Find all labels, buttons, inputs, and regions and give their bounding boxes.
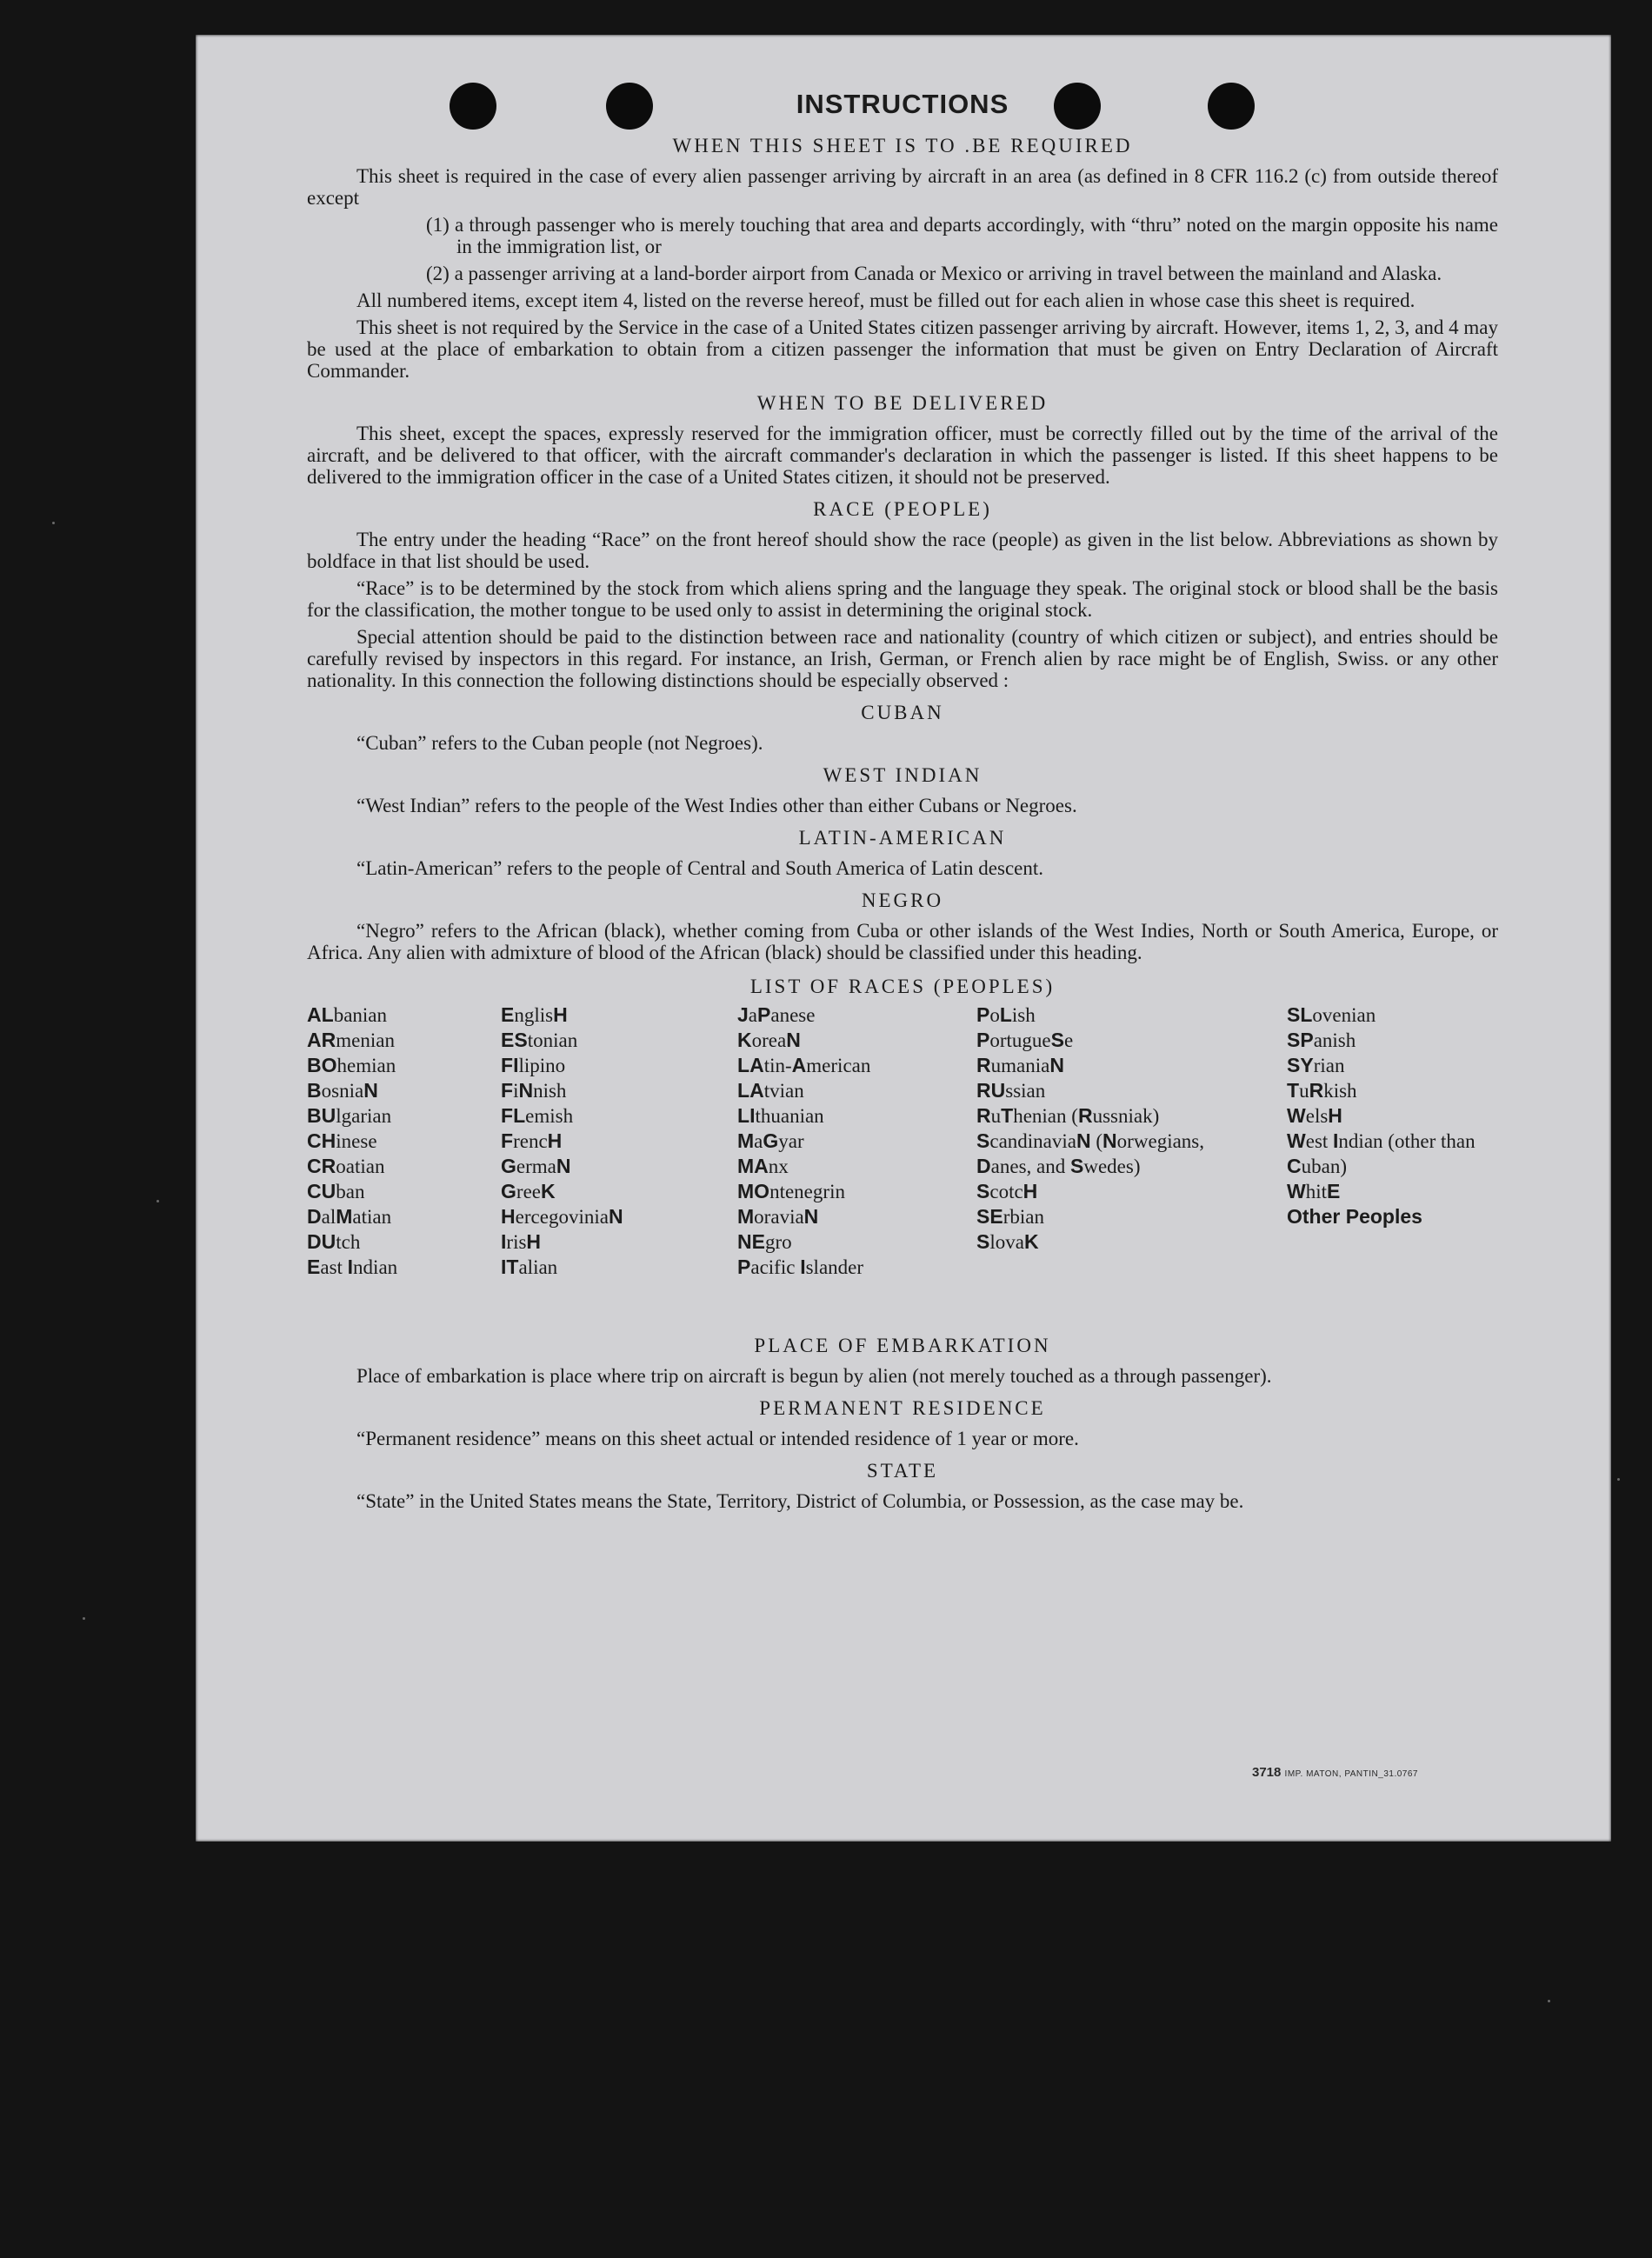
dust-speck xyxy=(52,522,55,524)
section-heading-cuban: CUBAN xyxy=(861,702,944,723)
races-column-1 xyxy=(307,1002,397,1280)
races-list-heading: LIST OF RACES (PEOPLES) xyxy=(749,976,1056,997)
paragraph: This sheet is not required by the Service in the case of a United States citizen passenger arriving by aircraft. However, items 1, 2, 3, and 4 may be used at the place of embarkation to obtain from a citizen passenger the information that must be given on Entry Declaration of Aircraft Commander. xyxy=(307,316,1498,382)
races-column-3 xyxy=(737,1002,870,1280)
race-entry: ALbanian xyxy=(307,1003,388,1026)
printer-imprint: IMP. MATON, PANTIN_31.0767 xyxy=(1284,1769,1418,1779)
races-column-2 xyxy=(501,1002,623,1280)
race-entry: DalMatian xyxy=(307,1205,392,1228)
race-entry: KoreaN xyxy=(737,1029,801,1051)
race-entry: MoraviaN xyxy=(737,1205,819,1228)
race-entry: CUban xyxy=(307,1180,365,1202)
dust-speck xyxy=(1548,2000,1550,2002)
paragraph: “Permanent residence” means on this sheet actual or intended residence of 1 year or more. xyxy=(356,1428,1079,1449)
paragraph: This sheet, except the spaces, expressly reserved for the immigration officer, must be correctly filled out by the time of the arrival of the aircraft, and be delivered to that officer, with the aircraft commander's declaration in which the passenger is listed. If this sheet happens to be delivered to the immigration officer in the case of a United States citizen, it should not be preserved. xyxy=(307,423,1498,488)
section-heading-race: RACE (PEOPLE) xyxy=(813,498,992,520)
race-entry: BosniaN xyxy=(307,1079,378,1102)
race-entry: EnglisH xyxy=(501,1003,568,1026)
document-body xyxy=(307,91,1498,1517)
race-entry: DUtch xyxy=(307,1230,361,1253)
paragraph: “West Indian” refers to the people of the West Indies other than either Cubans or Negroes. xyxy=(356,795,1077,816)
race-entry: RuThenian (Russniak) xyxy=(976,1104,1160,1127)
section-heading-west-indian: WEST INDIAN xyxy=(823,764,983,786)
race-entry: WhitE xyxy=(1287,1180,1341,1202)
races-column-4 xyxy=(976,1002,1229,1255)
race-entry: GreeK xyxy=(501,1180,556,1202)
paragraph: Special attention should be paid to the distinction between race and nationality (country of which citizen or subject), and entries should be carefully revised by inspectors in this regard. For instance, an Irish, German, or French alien by race might be of English, Swiss. or any other nationality. In this connection the following distinctions should be especially observed : xyxy=(307,626,1498,691)
race-entry: IrisH xyxy=(501,1230,542,1253)
race-entry: TuRkish xyxy=(1287,1079,1357,1102)
race-entry: East Indian xyxy=(307,1256,398,1278)
race-entry: FrencH xyxy=(501,1129,563,1152)
dust-speck xyxy=(157,1200,159,1202)
race-entry: Pacific Islander xyxy=(737,1256,864,1278)
race-entry: FIlipino xyxy=(501,1054,566,1076)
section-heading-state: STATE xyxy=(866,1460,939,1482)
paragraph: “Race” is to be determined by the stock from which aliens spring and the language they speak. The original stock or blood shall be the basis for the classification, the mother tongue to be used only to assist in determining the original stock. xyxy=(307,577,1498,621)
races-list xyxy=(307,1002,1498,1324)
section-heading-delivered: WHEN TO BE DELIVERED xyxy=(756,392,1049,414)
document-sheet xyxy=(196,35,1611,1842)
race-entry: SErbian xyxy=(976,1205,1044,1228)
form-number-value: 3718 xyxy=(1252,1765,1282,1780)
paragraph: “State” in the United States means the State, Territory, District of Columbia, or Possession, as the case may be. xyxy=(356,1490,1244,1512)
dust-speck xyxy=(1617,1478,1620,1481)
race-entry: ITalian xyxy=(501,1256,558,1278)
race-entry: CRoatian xyxy=(307,1155,385,1177)
race-entry: MaGyar xyxy=(737,1129,804,1152)
race-entry: RumaniaN xyxy=(976,1054,1064,1076)
race-entry: MAnx xyxy=(737,1155,789,1177)
race-entry: LIthuanian xyxy=(737,1104,824,1127)
form-number xyxy=(1252,1765,1418,1780)
races-column-5 xyxy=(1287,1002,1500,1229)
section-heading-permanent-residence: PERMANENT RESIDENCE xyxy=(759,1397,1046,1419)
race-entry: ScandinaviaN (Norwegians, Danes, and Swedes) xyxy=(976,1129,1204,1177)
paragraph: This sheet is required in the case of every alien passenger arriving by aircraft in an area (as defined in 8 CFR 116.2 (c) from outside thereof except xyxy=(307,165,1498,209)
race-entry: West Indian (other than Cuban) xyxy=(1287,1129,1475,1177)
race-entry: PoLish xyxy=(976,1003,1036,1026)
race-entry: LAtin-American xyxy=(737,1054,871,1076)
section-heading-negro: NEGRO xyxy=(861,889,944,911)
race-entry: PortugueSe xyxy=(976,1029,1074,1051)
race-entry: SYrian xyxy=(1287,1054,1345,1076)
race-entry: JaPanese xyxy=(737,1003,816,1026)
race-entry: SLovenian xyxy=(1287,1003,1376,1026)
paragraph: The entry under the heading “Race” on the front hereof should show the race (people) as given in the list below. Abbreviations as shown by boldface in that list should be used. xyxy=(307,529,1498,572)
section-heading-embarkation: PLACE OF EMBARKATION xyxy=(754,1335,1051,1356)
race-entry: ARmenian xyxy=(307,1029,395,1051)
race-entry: HercegoviniaN xyxy=(501,1205,623,1228)
paragraph: “Cuban” refers to the Cuban people (not Negroes). xyxy=(356,732,763,754)
paragraph: All numbered items, except item 4, listed on the reverse hereof, must be filled out for each alien in whose case this sheet is required. xyxy=(356,290,1416,311)
race-entry: CHinese xyxy=(307,1129,377,1152)
race-entry: MOntenegrin xyxy=(737,1180,845,1202)
race-entry: ScotcH xyxy=(976,1180,1038,1202)
race-entry: GermaN xyxy=(501,1155,571,1177)
section-heading-latin-american: LATIN-AMERICAN xyxy=(798,827,1007,849)
race-entry: FiNnish xyxy=(501,1079,567,1102)
race-entry: BUlgarian xyxy=(307,1104,392,1127)
exception-item: (1) a through passenger who is merely touching that area and departs accordingly, with “thru” noted on the margin opposite his name in the immigration list, or xyxy=(426,214,1498,257)
race-entry: WelsH xyxy=(1287,1104,1342,1127)
paragraph: “Latin-American” refers to the people of Central and South America of Latin descent. xyxy=(356,857,1043,879)
document-title: INSTRUCTIONS xyxy=(796,89,1009,119)
race-entry: SlovaK xyxy=(976,1230,1039,1253)
dust-speck xyxy=(83,1617,85,1620)
race-entry: SPanish xyxy=(1287,1029,1356,1051)
paragraph: “Negro” refers to the African (black), whether coming from Cuba or other islands of the West Indies, North or South America, Europe, or Africa. Any alien with admixture of blood of the African (black) should be classified under this heading. xyxy=(307,920,1498,963)
race-entry: NEgro xyxy=(737,1230,792,1253)
race-entry: EStonian xyxy=(501,1029,578,1051)
race-entry: Other Peoples xyxy=(1287,1205,1422,1228)
paragraph: Place of embarkation is place where trip on aircraft is begun by alien (not merely touched as a through passenger). xyxy=(356,1365,1272,1387)
exception-item: (2) a passenger arriving at a land-border airport from Canada or Mexico or arriving in travel between the mainland and Alaska. xyxy=(426,263,1442,284)
race-entry: BOhemian xyxy=(307,1054,396,1076)
race-entry: FLemish xyxy=(501,1104,574,1127)
section-heading-required: WHEN THIS SHEET IS TO .BE REQUIRED xyxy=(672,135,1133,157)
race-entry: RUssian xyxy=(976,1079,1046,1102)
race-entry: LAtvian xyxy=(737,1079,804,1102)
